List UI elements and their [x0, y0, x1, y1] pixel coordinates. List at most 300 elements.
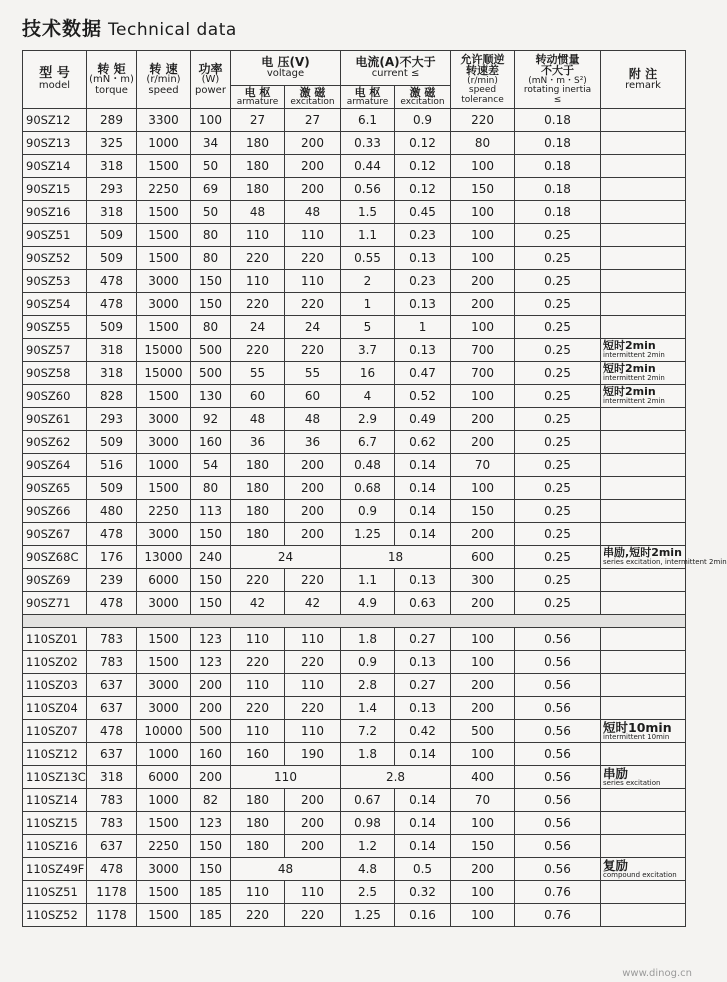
watermark: www.dinog.cn [622, 968, 692, 979]
table-row [23, 592, 686, 615]
inertia-cell: 0.76 [515, 881, 601, 904]
inertia-cell: 0.56 [515, 720, 601, 743]
speed-tolerance-cell: 70 [451, 454, 515, 477]
torque-cell: 293 [87, 178, 137, 201]
power-cell: 113 [191, 500, 231, 523]
current-armature-cell: 0.68 [341, 477, 395, 500]
speed-cell: 1500 [137, 651, 191, 674]
inertia-cell: 0.56 [515, 766, 601, 789]
current-excitation-cell: 0.14 [395, 454, 451, 477]
table-row [23, 546, 686, 569]
speed-cell: 1500 [137, 385, 191, 408]
model-cell: 90SZ58 [23, 362, 87, 385]
voltage-excitation-cell: 200 [285, 132, 341, 155]
speed-cell: 1500 [137, 812, 191, 835]
current-armature-cell: 1.5 [341, 201, 395, 224]
speed-tolerance-cell: 100 [451, 224, 515, 247]
power-cell: 150 [191, 293, 231, 316]
current-excitation-cell: 0.14 [395, 500, 451, 523]
voltage-excitation-cell: 200 [285, 789, 341, 812]
voltage-excitation-cell: 200 [285, 835, 341, 858]
table-row [23, 201, 686, 224]
speed-tolerance-cell: 100 [451, 385, 515, 408]
voltage-merged-cell: 24 [231, 546, 341, 569]
remark-cell [601, 812, 686, 835]
model-cell: 110SZ02 [23, 651, 87, 674]
power-cell: 150 [191, 569, 231, 592]
current-armature-cell: 6.1 [341, 109, 395, 132]
torque-cell: 318 [87, 155, 137, 178]
torque-cell: 509 [87, 316, 137, 339]
voltage-armature-cell: 110 [231, 628, 285, 651]
remark-cell [601, 293, 686, 316]
speed-tolerance-cell: 100 [451, 904, 515, 927]
current-armature-cell: 2.9 [341, 408, 395, 431]
model-cell: 90SZ12 [23, 109, 87, 132]
voltage-armature-cell: 24 [231, 316, 285, 339]
voltage-armature-cell: 180 [231, 477, 285, 500]
model-cell: 110SZ52 [23, 904, 87, 927]
speed-tolerance-cell: 200 [451, 431, 515, 454]
speed-cell: 10000 [137, 720, 191, 743]
inertia-cell: 0.18 [515, 178, 601, 201]
torque-cell: 478 [87, 858, 137, 881]
current-excitation-cell: 0.63 [395, 592, 451, 615]
current-armature-cell: 1 [341, 293, 395, 316]
inertia-cell: 0.25 [515, 592, 601, 615]
speed-cell: 1500 [137, 881, 191, 904]
torque-cell: 293 [87, 408, 137, 431]
voltage-armature-cell: 220 [231, 904, 285, 927]
remark-cell [601, 431, 686, 454]
remark-cell [601, 651, 686, 674]
table-header [23, 51, 686, 109]
voltage-excitation-cell: 200 [285, 178, 341, 201]
voltage-armature-cell: 110 [231, 720, 285, 743]
voltage-excitation-cell: 200 [285, 477, 341, 500]
inertia-cell: 0.25 [515, 270, 601, 293]
model-cell: 90SZ62 [23, 431, 87, 454]
current-armature-cell: 4.9 [341, 592, 395, 615]
speed-cell: 6000 [137, 766, 191, 789]
table-body [23, 109, 727, 927]
speed-tolerance-cell: 100 [451, 247, 515, 270]
current-excitation-cell: 0.14 [395, 523, 451, 546]
current-armature-cell: 2.5 [341, 881, 395, 904]
current-armature-cell: 5 [341, 316, 395, 339]
voltage-excitation-cell: 48 [285, 408, 341, 431]
remark-cell [601, 835, 686, 858]
model-cell: 110SZ51 [23, 881, 87, 904]
inertia-cell: 0.25 [515, 316, 601, 339]
speed-tolerance-cell: 150 [451, 178, 515, 201]
remark-cell [601, 697, 686, 720]
header-rotating-inertia: 转动惯量 不大于 (mN・m・S²) rotating inertia ≤ [515, 51, 601, 109]
table-row [23, 431, 686, 454]
model-cell: 110SZ49F [23, 858, 87, 881]
power-cell: 34 [191, 132, 231, 155]
inertia-cell: 0.25 [515, 408, 601, 431]
current-excitation-cell: 0.16 [395, 904, 451, 927]
current-excitation-cell: 0.12 [395, 132, 451, 155]
voltage-excitation-cell: 60 [285, 385, 341, 408]
table-row [23, 339, 686, 362]
header-current: 电流(A)不大于 current ≤ [341, 51, 451, 86]
power-cell: 100 [191, 109, 231, 132]
current-armature-cell: 3.7 [341, 339, 395, 362]
speed-tolerance-cell: 200 [451, 523, 515, 546]
model-cell: 110SZ15 [23, 812, 87, 835]
current-excitation-cell: 0.13 [395, 697, 451, 720]
voltage-excitation-cell: 110 [285, 720, 341, 743]
current-excitation-cell: 0.12 [395, 178, 451, 201]
torque-cell: 783 [87, 789, 137, 812]
model-cell: 110SZ14 [23, 789, 87, 812]
current-excitation-cell: 0.45 [395, 201, 451, 224]
speed-tolerance-cell: 200 [451, 270, 515, 293]
power-cell: 82 [191, 789, 231, 812]
table-row [23, 316, 686, 339]
current-merged-cell: 2.8 [341, 766, 451, 789]
voltage-armature-cell: 220 [231, 247, 285, 270]
header-voltage: 电 压(V) voltage [231, 51, 341, 86]
current-armature-cell: 1.1 [341, 569, 395, 592]
voltage-armature-cell: 180 [231, 178, 285, 201]
current-excitation-cell: 0.9 [395, 109, 451, 132]
voltage-armature-cell: 110 [231, 224, 285, 247]
remark-cell [601, 766, 686, 789]
table-section-separator [23, 615, 686, 628]
torque-cell: 1178 [87, 881, 137, 904]
power-cell: 50 [191, 155, 231, 178]
torque-cell: 1178 [87, 904, 137, 927]
header-torque: 转 矩 (mN・m) torque [87, 51, 137, 109]
current-excitation-cell: 0.23 [395, 224, 451, 247]
remark-cell [601, 224, 686, 247]
power-cell: 160 [191, 743, 231, 766]
remark-en: series excitation, intermittent 2min [603, 557, 727, 566]
current-excitation-cell: 0.14 [395, 812, 451, 835]
inertia-cell: 0.56 [515, 628, 601, 651]
page-title-en: Technical data [108, 20, 237, 40]
remark-cell [601, 201, 686, 224]
remark-cn: 串励 [603, 765, 629, 781]
voltage-armature-cell: 220 [231, 339, 285, 362]
voltage-merged-cell: 110 [231, 766, 341, 789]
inertia-cell: 0.56 [515, 697, 601, 720]
current-excitation-cell: 0.13 [395, 293, 451, 316]
speed-cell: 6000 [137, 569, 191, 592]
remark-cell [601, 628, 686, 651]
table-row [23, 881, 686, 904]
speed-tolerance-cell: 220 [451, 109, 515, 132]
remark-en: compound excitation [603, 870, 677, 879]
remark-cell [601, 674, 686, 697]
current-excitation-cell: 0.62 [395, 431, 451, 454]
current-armature-cell: 16 [341, 362, 395, 385]
speed-cell: 1500 [137, 224, 191, 247]
torque-cell: 478 [87, 523, 137, 546]
current-armature-cell: 0.67 [341, 789, 395, 812]
model-cell: 90SZ64 [23, 454, 87, 477]
table-row [23, 523, 686, 546]
current-armature-cell: 1.25 [341, 523, 395, 546]
speed-tolerance-cell: 100 [451, 316, 515, 339]
remark-cell [601, 109, 686, 132]
current-armature-cell: 1.1 [341, 224, 395, 247]
remark-en: intermittent 2min [603, 373, 665, 382]
table-row [23, 904, 686, 927]
speed-tolerance-cell: 100 [451, 477, 515, 500]
remark-cell [601, 858, 686, 881]
speed-tolerance-cell: 100 [451, 651, 515, 674]
remark-cell [601, 339, 686, 362]
voltage-excitation-cell: 220 [285, 293, 341, 316]
torque-cell: 318 [87, 339, 137, 362]
remark-cell [601, 743, 686, 766]
torque-cell: 637 [87, 743, 137, 766]
power-cell: 150 [191, 835, 231, 858]
voltage-armature-cell: 180 [231, 812, 285, 835]
speed-cell: 1500 [137, 201, 191, 224]
table-row [23, 766, 686, 789]
remark-cell [601, 789, 686, 812]
torque-cell: 478 [87, 270, 137, 293]
current-excitation-cell: 0.5 [395, 858, 451, 881]
voltage-armature-cell: 180 [231, 454, 285, 477]
power-cell: 185 [191, 881, 231, 904]
header-power: 功率 (W) power [191, 51, 231, 109]
current-excitation-cell: 0.13 [395, 247, 451, 270]
voltage-armature-cell: 160 [231, 743, 285, 766]
header-speed-tolerance: 允许顺逆 转速差 (r/min) speed tolerance [451, 51, 515, 109]
current-excitation-cell: 0.47 [395, 362, 451, 385]
current-armature-cell: 0.33 [341, 132, 395, 155]
table-row [23, 674, 686, 697]
torque-cell: 478 [87, 592, 137, 615]
voltage-excitation-cell: 200 [285, 812, 341, 835]
speed-tolerance-cell: 100 [451, 881, 515, 904]
inertia-cell: 0.18 [515, 201, 601, 224]
current-excitation-cell: 0.14 [395, 789, 451, 812]
remark-cell [601, 500, 686, 523]
speed-cell: 2250 [137, 178, 191, 201]
table-row [23, 743, 686, 766]
current-armature-cell: 0.56 [341, 178, 395, 201]
power-cell: 54 [191, 454, 231, 477]
model-cell: 90SZ52 [23, 247, 87, 270]
speed-tolerance-cell: 700 [451, 362, 515, 385]
speed-tolerance-cell: 200 [451, 293, 515, 316]
speed-tolerance-cell: 200 [451, 408, 515, 431]
speed-cell: 1500 [137, 904, 191, 927]
inertia-cell: 0.25 [515, 293, 601, 316]
remark-cell [601, 155, 686, 178]
voltage-armature-cell: 42 [231, 592, 285, 615]
header-model: 型 号 model [23, 51, 87, 109]
speed-cell: 1500 [137, 316, 191, 339]
inertia-cell: 0.25 [515, 385, 601, 408]
current-armature-cell: 4.8 [341, 858, 395, 881]
torque-cell: 637 [87, 674, 137, 697]
torque-cell: 783 [87, 812, 137, 835]
speed-cell: 1500 [137, 477, 191, 500]
power-cell: 80 [191, 224, 231, 247]
speed-tolerance-cell: 700 [451, 339, 515, 362]
current-armature-cell: 0.9 [341, 651, 395, 674]
remark-cn: 短时2min [603, 362, 656, 376]
voltage-armature-cell: 180 [231, 789, 285, 812]
model-cell: 110SZ16 [23, 835, 87, 858]
power-cell: 500 [191, 339, 231, 362]
voltage-armature-cell: 180 [231, 132, 285, 155]
voltage-excitation-cell: 190 [285, 743, 341, 766]
current-armature-cell: 4 [341, 385, 395, 408]
torque-cell: 176 [87, 546, 137, 569]
current-excitation-cell: 0.42 [395, 720, 451, 743]
power-cell: 150 [191, 523, 231, 546]
power-cell: 80 [191, 477, 231, 500]
remark-cn: 短时10min [603, 719, 672, 735]
power-cell: 150 [191, 270, 231, 293]
inertia-cell: 0.25 [515, 477, 601, 500]
page-title-cn: 技术数据 [22, 18, 103, 40]
page-title [22, 14, 237, 41]
speed-tolerance-cell: 70 [451, 789, 515, 812]
current-excitation-cell: 0.49 [395, 408, 451, 431]
header-speed: 转 速 (r/min) speed [137, 51, 191, 109]
model-cell: 90SZ55 [23, 316, 87, 339]
table-row [23, 109, 686, 132]
voltage-excitation-cell: 220 [285, 697, 341, 720]
header-voltage-excitation: 激 磁 excitation [285, 86, 341, 109]
speed-tolerance-cell: 100 [451, 812, 515, 835]
power-cell: 500 [191, 362, 231, 385]
table-row [23, 628, 686, 651]
model-cell: 110SZ01 [23, 628, 87, 651]
voltage-excitation-cell: 200 [285, 155, 341, 178]
table-row [23, 155, 686, 178]
inertia-cell: 0.56 [515, 743, 601, 766]
torque-cell: 480 [87, 500, 137, 523]
separator-cell [23, 615, 686, 628]
voltage-armature-cell: 220 [231, 697, 285, 720]
speed-cell: 1500 [137, 155, 191, 178]
torque-cell: 637 [87, 835, 137, 858]
voltage-armature-cell: 60 [231, 385, 285, 408]
model-cell: 90SZ61 [23, 408, 87, 431]
voltage-excitation-cell: 27 [285, 109, 341, 132]
voltage-armature-cell: 110 [231, 881, 285, 904]
torque-cell: 783 [87, 628, 137, 651]
current-armature-cell: 0.98 [341, 812, 395, 835]
speed-cell: 1500 [137, 247, 191, 270]
speed-tolerance-cell: 80 [451, 132, 515, 155]
table-row [23, 362, 686, 385]
table-row [23, 132, 686, 155]
voltage-armature-cell: 48 [231, 408, 285, 431]
speed-tolerance-cell: 200 [451, 858, 515, 881]
model-cell: 90SZ66 [23, 500, 87, 523]
speed-cell: 1000 [137, 743, 191, 766]
current-armature-cell: 7.2 [341, 720, 395, 743]
inertia-cell: 0.56 [515, 674, 601, 697]
remark-cell [601, 592, 686, 615]
table-row [23, 408, 686, 431]
voltage-excitation-cell: 55 [285, 362, 341, 385]
table-row [23, 293, 686, 316]
speed-tolerance-cell: 400 [451, 766, 515, 789]
voltage-excitation-cell: 110 [285, 628, 341, 651]
torque-cell: 478 [87, 293, 137, 316]
voltage-armature-cell: 110 [231, 674, 285, 697]
header-remark: 附 注 remark [601, 51, 686, 109]
inertia-cell: 0.56 [515, 835, 601, 858]
model-cell: 90SZ53 [23, 270, 87, 293]
power-cell: 240 [191, 546, 231, 569]
torque-cell: 516 [87, 454, 137, 477]
model-cell: 90SZ15 [23, 178, 87, 201]
speed-tolerance-cell: 100 [451, 155, 515, 178]
current-excitation-cell: 0.27 [395, 674, 451, 697]
model-cell: 90SZ14 [23, 155, 87, 178]
remark-cn: 串励,短时2min [603, 546, 682, 560]
current-excitation-cell: 0.13 [395, 651, 451, 674]
power-cell: 150 [191, 858, 231, 881]
speed-tolerance-cell: 100 [451, 743, 515, 766]
remark-cell [601, 569, 686, 592]
power-cell: 500 [191, 720, 231, 743]
voltage-excitation-cell: 36 [285, 431, 341, 454]
remark-cell [601, 881, 686, 904]
torque-cell: 289 [87, 109, 137, 132]
inertia-cell: 0.25 [515, 569, 601, 592]
table-row [23, 385, 686, 408]
remark-en: intermittent 2min [603, 396, 665, 405]
table-row [23, 270, 686, 293]
power-cell: 123 [191, 628, 231, 651]
table-row [23, 697, 686, 720]
model-cell: 110SZ12 [23, 743, 87, 766]
remark-en: intermittent 2min [603, 350, 665, 359]
current-armature-cell: 0.44 [341, 155, 395, 178]
model-cell: 90SZ68C [23, 546, 87, 569]
voltage-excitation-cell: 220 [285, 339, 341, 362]
torque-cell: 828 [87, 385, 137, 408]
current-armature-cell: 2 [341, 270, 395, 293]
voltage-excitation-cell: 110 [285, 224, 341, 247]
speed-cell: 3000 [137, 293, 191, 316]
current-excitation-cell: 1 [395, 316, 451, 339]
header-voltage-armature: 电 枢 armature [231, 86, 285, 109]
current-armature-cell: 0.55 [341, 247, 395, 270]
current-armature-cell: 1.4 [341, 697, 395, 720]
current-excitation-cell: 0.13 [395, 339, 451, 362]
remark-cell [601, 720, 686, 743]
speed-cell: 3300 [137, 109, 191, 132]
remark-cn: 短时2min [603, 339, 656, 353]
current-excitation-cell: 0.27 [395, 628, 451, 651]
remark-cell [601, 408, 686, 431]
current-armature-cell: 1.8 [341, 628, 395, 651]
inertia-cell: 0.25 [515, 523, 601, 546]
current-merged-cell: 18 [341, 546, 451, 569]
current-armature-cell: 6.7 [341, 431, 395, 454]
torque-cell: 318 [87, 201, 137, 224]
table-row [23, 224, 686, 247]
power-cell: 50 [191, 201, 231, 224]
current-excitation-cell: 0.14 [395, 743, 451, 766]
